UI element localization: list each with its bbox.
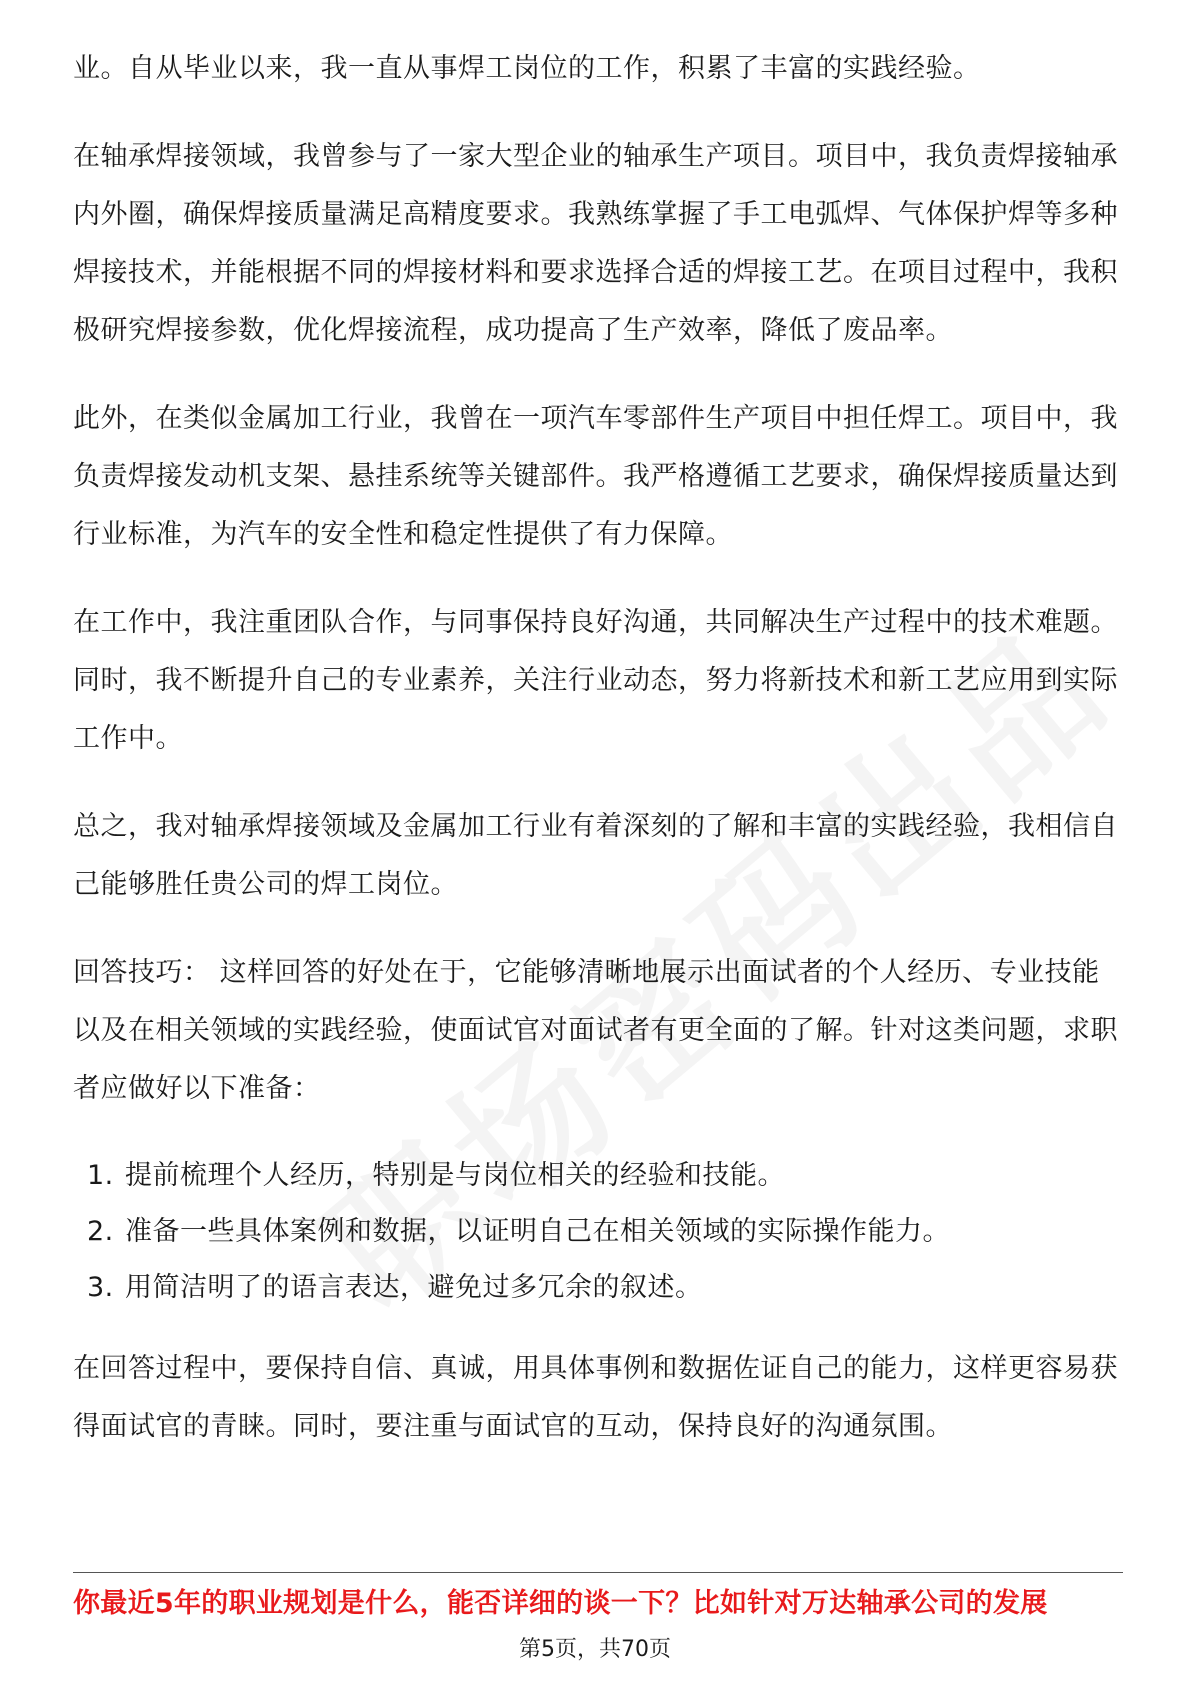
paragraph-bearing-welding: 在轴承焊接领域，我曾参与了一家大型企业的轴承生产项目。项目中，我负责焊接轴承内外圈，确保焊接质量满足高精度要求。我熟练掌握了手工电弧焊、气体保护焊等多种焊接技术，并能根据不同的焊接材料和要求选择合适的焊接工艺。在项目过程中，我积极研究焊接参数，优化焊接流程，成功提高了生产效率，降低了废品率。	[73, 141, 1118, 346]
list-item	[73, 1260, 1123, 1316]
paragraph-metal-processing: 此外，在类似金属加工行业，我曾在一项汽车零部件生产项目中担任焊工。项目中，我负责焊接发动机支架、悬挂系统等关键部件。我严格遵循工艺要求，确保焊接质量达到行业标准，为汽车的安全性和稳定性提供了有力保障。	[73, 403, 1118, 550]
paragraph-teamwork: 在工作中，我注重团队合作，与同事保持良好沟通，共同解决生产过程中的技术难题。同时，我不断提升自己的专业素养，关注行业动态，努力将新技术和新工艺应用到实际工作中。	[73, 607, 1118, 754]
list-number: 3.	[87, 1272, 114, 1303]
list-text: 准备一些具体案例和数据，以证明自己在相关领域的实际操作能力。	[125, 1216, 950, 1247]
list-item	[73, 1148, 1123, 1204]
paragraph-answer-tips: 回答技巧： 这样回答的好处在于，它能够清晰地展示出面试者的个人经历、专业技能以及在相关领域的实践经验，使面试官对面试者有更全面的了解。针对这类问题，求职者应做好以下准备：	[73, 957, 1118, 1104]
paragraph-closing: 在回答过程中，要保持自信、真诚，用具体事例和数据佐证自己的能力，这样更容易获得面试官的青睐。同时，要注重与面试官的互动，保持良好的沟通氛围。	[73, 1353, 1118, 1442]
list-text: 提前梳理个人经历，特别是与岗位相关的经验和技能。	[125, 1160, 785, 1191]
list-number: 2.	[87, 1216, 114, 1247]
tips-list	[73, 1148, 1123, 1316]
list-text: 用简洁明了的语言表达，避免过多冗余的叙述。	[125, 1272, 703, 1303]
document-body	[73, 40, 1123, 1486]
paragraph-summary: 总之，我对轴承焊接领域及金属加工行业有着深刻的了解和丰富的实践经验，我相信自己能够胜任贵公司的焊工岗位。	[73, 811, 1118, 900]
section-divider	[73, 1572, 1123, 1573]
paragraph-intro-continuation: 业。自从毕业以来，我一直从事焊工岗位的工作，积累了丰富的实践经验。	[73, 53, 981, 84]
page-number: 第5页，共70页	[519, 1637, 671, 1662]
list-number: 1.	[87, 1160, 114, 1191]
list-item	[73, 1204, 1123, 1260]
next-question-heading: 你最近5年的职业规划是什么，能否详细的谈一下？比如针对万达轴承公司的发展	[73, 1588, 1048, 1619]
